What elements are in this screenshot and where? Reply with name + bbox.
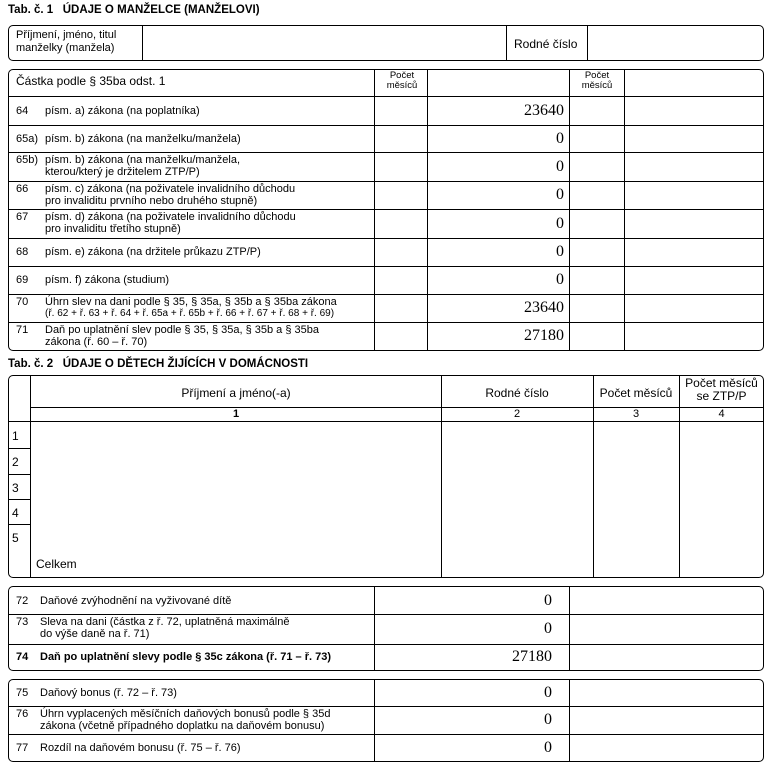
row-value: 0 [556,186,564,203]
pocet-mesicu-field-2[interactable] [571,97,623,125]
row-text-line2: (ř. 62 + ř. 63 + ř. 64 + ř. 65a + ř. 65b + ř. 66 + ř. 67 + ř. 68 + ř. 69) [45,308,335,319]
row-extra-field[interactable] [571,680,763,706]
pocet-header-1: Počet měsíců [386,70,418,91]
row-value: 0 [544,591,552,609]
row-number: 74 [16,651,29,663]
child-ztp-field[interactable] [680,448,763,472]
pocet-mesicu-field[interactable] [376,181,426,209]
tab1-title: Tab. č. 1 ÚDAJE O MANŽELCE (MANŽELOVI) [8,4,260,16]
child-months-field[interactable] [594,448,678,472]
child-rc-field[interactable] [442,524,592,548]
child-row-divider [9,499,30,500]
row-value: 0 [556,129,564,147]
row-number: 67 [16,211,29,223]
row-text-line2: zákona (ř. 60 – ř. 70) [45,336,148,348]
child-ztp-field[interactable] [680,524,763,548]
tab2-col-months-header: Počet měsíců [599,386,673,400]
row-text-line1: Rozdíl na daňovém bonusu (ř. 75 – ř. 76) [40,741,241,754]
tab2-colnum-3: 3 [632,408,640,420]
pocet-mesicu-field-2[interactable] [571,238,623,266]
row-text-line1: písm. b) zákona (na manželku/manžela, [45,154,241,166]
pocet-mesicu-field[interactable] [376,152,426,181]
child-ztp-field[interactable] [680,474,763,498]
child-months-field[interactable] [594,474,678,498]
row-text-line1: Daň po uplatnění slev podle § 35, § 35a, § 35b a § 35ba [45,324,319,336]
spouse-rc-label: Rodné číslo [514,37,578,51]
pocet-mesicu-field-2[interactable] [571,294,623,322]
row-number: 77 [16,741,29,754]
tab2-col-name-header: Příjmení a jméno(-a) [181,386,291,400]
row-text-line1: Úhrn slev na dani podle § 35, § 35a, § 35b a § 35ba zákona [45,296,337,308]
child-rc-field[interactable] [442,448,592,472]
row-text-line2: kterou/který je držitelem ZTP/P) [45,166,200,178]
tab2-colnum-4: 4 [718,408,725,420]
pocet-mesicu-field[interactable] [376,125,426,152]
pocet-mesicu-field[interactable] [376,97,426,125]
row-extra-field[interactable] [571,734,763,761]
pocet-mesicu-field[interactable] [376,322,426,350]
pocet-mesicu-field-2[interactable] [571,209,623,238]
child-row-divider [9,448,30,449]
row-value: 23640 [524,102,564,119]
row-value: 0 [544,738,552,756]
tab2-colnum-1: 1 [232,408,240,420]
row-text-line2: do výše daně na ř. 71) [40,628,150,640]
row-text-line1: písm. d) zákona (na poživatele invalidního důchodu [45,211,296,223]
row-text-line1: Daňové zvýhodnění na vyživované dítě [40,594,232,607]
child-row-number: 4 [12,506,19,520]
row-extra-field[interactable] [571,706,763,734]
row-text-line1: písm. e) zákona (na držitele průkazu ZTP/P) [45,246,261,258]
tab2-col-rc-header: Rodné číslo [485,386,549,400]
row-value: 0 [544,711,552,728]
tab2-celkem-label: Celkem [36,557,77,571]
tab2-title: Tab. č. 2 ÚDAJE O DĚTECH ŽIJÍCÍCH V DOMÁCNOSTI [8,358,309,370]
pocet-mesicu-field[interactable] [376,266,426,294]
child-name-field[interactable] [31,524,440,548]
child-row-divider [9,474,30,475]
row-value: 0 [556,271,564,288]
row-text-line1: Daň po uplatnění slevy podle § 35c zákona (ř. 71 – ř. 73) [40,651,331,663]
row-number: 66 [16,183,29,195]
child-row-number: 5 [12,531,19,545]
spouse-name-label-2: manželky (manžela) [16,42,115,54]
spouse-name-field[interactable] [143,27,505,59]
child-name-field[interactable] [31,422,440,446]
pocet-mesicu-field-2[interactable] [571,266,623,294]
row-value: 0 [556,157,564,175]
row-number: 65a) [16,132,39,145]
child-ztp-field[interactable] [680,499,763,523]
child-rc-field[interactable] [442,499,592,523]
row-value: 27180 [512,648,552,665]
child-rc-field[interactable] [442,422,592,446]
pocet-mesicu-field[interactable] [376,294,426,322]
pocet-mesicu-field-2[interactable] [571,181,623,209]
child-row-divider [9,524,30,525]
row-text-line1: písm. a) zákona (na poplatníka) [45,105,200,117]
row-extra-field[interactable] [571,614,763,644]
pocet-header-2: Počet měsíců [581,70,613,91]
row-text-line1: Sleva na dani (částka z ř. 72, uplatněná maximálně [40,616,290,628]
row-text-line1: Daňový bonus (ř. 72 – ř. 73) [40,687,177,699]
tab2-col-ztp-header: Počet měsíců se ZTP/P [685,376,758,403]
row-number: 70 [16,296,29,308]
row-number: 68 [16,246,29,258]
child-row-number: 3 [12,481,19,495]
row-value: 23640 [524,299,564,316]
tab2-colnum-2: 2 [513,408,521,420]
row-extra-field[interactable] [571,644,763,670]
pocet-mesicu-field[interactable] [376,209,426,238]
row-text-line1: Úhrn vyplacených měsíčních daňových bonusů podle § 35d [40,708,331,720]
row-value: 0 [556,214,564,232]
child-name-field[interactable] [31,499,440,523]
row-text-line2: pro invaliditu prvního nebo druhého stupně) [45,195,258,207]
row-number: 64 [16,105,29,117]
row-text-line1: písm. c) zákona (na poživatele invalidního důchodu [45,183,296,195]
row-extra-field[interactable] [571,587,763,614]
row-text-line2: pro invaliditu třetího stupně) [45,223,181,235]
row-value: 27180 [524,327,564,344]
child-name-field[interactable] [31,474,440,498]
spouse-name-label-1: Příjmení, jméno, titul [16,29,117,41]
castka-label: Částka podle § 35ba odst. 1 [16,74,166,88]
child-row-number: 1 [12,429,19,443]
child-ztp-field[interactable] [680,422,763,446]
row-number: 73 [16,616,29,628]
row-text-line2: zákona (včetně případného doplatku na daňovém bonusu) [40,720,325,732]
child-rc-field[interactable] [442,474,592,498]
pocet-mesicu-field-2[interactable] [571,152,623,181]
pocet-mesicu-field[interactable] [376,238,426,266]
row-number: 75 [16,687,29,699]
row-value: 0 [544,620,552,637]
child-months-field[interactable] [594,524,678,548]
row-text-line1: písm. f) zákona (studium) [45,274,170,286]
row-number: 69 [16,274,29,286]
row-number: 72 [16,594,29,607]
pocet-mesicu-field-2[interactable] [571,125,623,152]
row-text-line1: písm. b) zákona (na manželku/manžela) [45,132,241,145]
spouse-rc-field[interactable] [588,27,762,59]
row-number: 76 [16,708,29,720]
child-name-field[interactable] [31,448,440,472]
row-value: 0 [556,243,564,260]
row-value: 0 [544,684,552,701]
row-number: 71 [16,324,29,336]
child-months-field[interactable] [594,499,678,523]
child-row-number: 2 [12,455,19,469]
pocet-mesicu-field-2[interactable] [571,322,623,350]
row-number: 65b) [16,154,39,166]
child-months-field[interactable] [594,422,678,446]
